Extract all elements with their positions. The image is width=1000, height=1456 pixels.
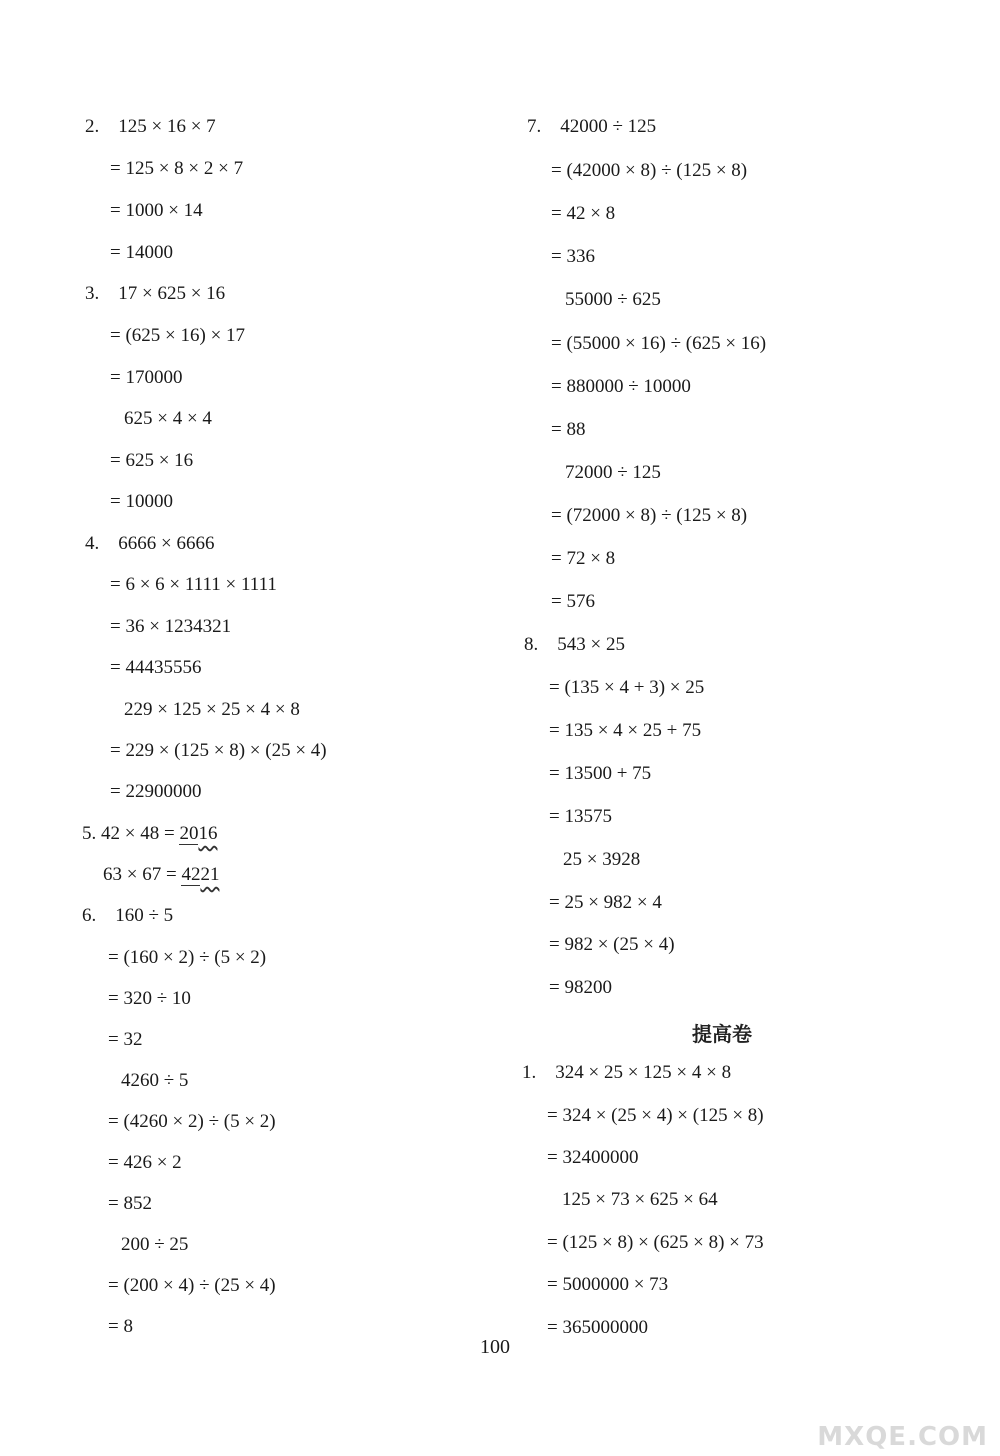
step-line: = 8 — [108, 1316, 133, 1337]
step-line: 72000 ÷ 125 — [565, 462, 661, 483]
watermark: MXQE.COM — [817, 1422, 988, 1452]
step-line: 4. 6666 × 6666 — [85, 533, 215, 554]
step-line: = 25 × 982 × 4 — [549, 892, 662, 913]
step-line: 2. 125 × 16 × 7 — [85, 116, 216, 137]
step-line: 25 × 3928 — [563, 849, 641, 870]
step-line: = 135 × 4 × 25 + 75 — [549, 720, 702, 741]
step-line: 3. 17 × 625 × 16 — [85, 283, 226, 304]
step-line: = (200 × 4) ÷ (25 × 4) — [108, 1275, 276, 1296]
step-line: 6. 160 ÷ 5 — [82, 905, 174, 926]
step-line: = 42 × 8 — [551, 203, 616, 224]
step-line: = (72000 × 8) ÷ (125 × 8) — [551, 505, 748, 526]
step-line: = 22900000 — [110, 781, 202, 802]
step-line: = 13575 — [549, 806, 612, 827]
step-line: = 880000 ÷ 10000 — [551, 376, 691, 397]
step-line: = 982 × (25 × 4) — [549, 934, 675, 955]
q5-line-1-text: 5. 42 × 48 = — [82, 823, 180, 844]
section-title: 提高卷 — [692, 1022, 752, 1046]
step-line: 200 ÷ 25 — [121, 1234, 189, 1255]
step-line: = 36 × 1234321 — [110, 616, 232, 637]
step-line: = (135 × 4 + 3) × 25 — [549, 677, 705, 698]
step-line: = 32400000 — [547, 1147, 639, 1168]
step-line: 4260 ÷ 5 — [121, 1070, 189, 1091]
step-line: = 1000 × 14 — [110, 200, 203, 221]
q5-line-1 — [82, 822, 217, 846]
step-line: 8. 543 × 25 — [524, 634, 625, 655]
step-line: = 229 × (125 × 8) × (25 × 4) — [110, 740, 327, 761]
step-line: = (625 × 16) × 17 — [110, 325, 246, 346]
step-line: 7. 42000 ÷ 125 — [527, 116, 657, 137]
step-line: = 426 × 2 — [108, 1152, 182, 1173]
step-line: = (125 × 8) × (625 × 8) × 73 — [547, 1232, 764, 1253]
step-line: 55000 ÷ 625 — [565, 289, 661, 310]
step-line: = 625 × 16 — [110, 450, 194, 471]
step-line: = 14000 — [110, 242, 173, 263]
step-line: = 852 — [108, 1193, 152, 1214]
step-line: = 13500 + 75 — [549, 763, 652, 784]
q5-line-1-wavy: 16 — [198, 823, 218, 844]
step-line: 1. 324 × 25 × 125 × 4 × 8 — [522, 1062, 732, 1083]
step-line: = 5000000 × 73 — [547, 1274, 669, 1295]
step-line: = 576 — [551, 591, 595, 612]
step-line: = 365000000 — [547, 1317, 648, 1338]
q5-line-2-text: 63 × 67 = — [103, 864, 182, 885]
step-line: = 336 — [551, 246, 595, 267]
step-line: = 324 × (25 × 4) × (125 × 8) — [547, 1105, 764, 1126]
step-line: = (42000 × 8) ÷ (125 × 8) — [551, 160, 748, 181]
step-line: = 32 — [108, 1029, 143, 1050]
step-line: = (160 × 2) ÷ (5 × 2) — [108, 947, 267, 968]
step-line: = 10000 — [110, 491, 173, 512]
page-number: 100 — [480, 1336, 510, 1358]
q5-line-1-underline: 20 — [179, 823, 199, 844]
step-line: = 88 — [551, 419, 586, 440]
q5-line-2-wavy: 21 — [200, 864, 220, 885]
step-line: = 98200 — [549, 977, 612, 998]
step-line: = 320 ÷ 10 — [108, 988, 191, 1009]
step-line: = 6 × 6 × 1111 × 1111 — [110, 574, 277, 595]
step-line: 125 × 73 × 625 × 64 — [562, 1189, 718, 1210]
step-line: 229 × 125 × 25 × 4 × 8 — [124, 699, 300, 720]
step-line: = 125 × 8 × 2 × 7 — [110, 158, 244, 179]
step-line: 625 × 4 × 4 — [124, 408, 212, 429]
step-line: = (4260 × 2) ÷ (5 × 2) — [108, 1111, 276, 1132]
step-line: = 170000 — [110, 367, 183, 388]
step-line: = 72 × 8 — [551, 548, 616, 569]
step-line: = (55000 × 16) ÷ (625 × 16) — [551, 333, 767, 354]
q5-line-2-underline: 42 — [181, 864, 201, 885]
step-line: = 44435556 — [110, 657, 202, 678]
q5-line-2 — [103, 863, 219, 887]
